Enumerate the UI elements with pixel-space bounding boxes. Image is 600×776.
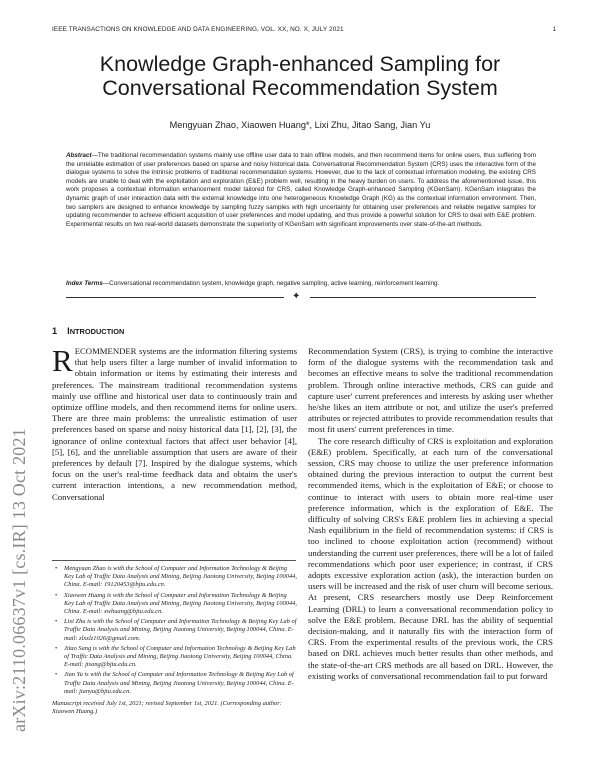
index-terms-label: Index Terms xyxy=(66,280,103,287)
separator-rule-right xyxy=(310,297,536,298)
paragraph-text: systems are the information filtering systems that help users filter a large number of invalid information to obtain information or items by estimating their interests and preferences. The mainstream traditional recommendation systems mainly use offline and historical user data to continuously train and optimize offline models, and then recommend items for online users. There are three main problems: the unrealistic estimation of user preferences based on sparse and noisy historical data [1], [2], [3], the ignorance of online contextual factors that affect user behavior [4], [5], [6], and the unreliable assumption that users are aware of their preferences by default [7]. Inspired by the dialogue systems, which focus on the user's real-time feedback data and obtains the user's current interaction intentions, a new recommendation method, Conversational xyxy=(52,346,297,502)
title-line-2: Conversational Recommendation System xyxy=(102,76,498,100)
footnote-text: Mengyuan Zhao is with the School of Computer and Information Technology & Beijing Key Lab of Traffic Data Analysis and Mining, Beijing Jiaotong University, Beijing 100044, China. E-mail: 19120453@bjtu.edu.cn. xyxy=(64,565,297,589)
bullet-icon: • xyxy=(55,671,58,679)
footnote-rule xyxy=(52,560,296,561)
footnote-text: Jitao Sang is with the School of Computer and Information Technology & Beijing Key Lab of Traffic Data Analysis and Mining, Beijing Jiaotong University, Beijing 100044, China. E-mail: jtsang@bjtu.edu.cn. xyxy=(64,644,296,669)
running-head: IEEE TRANSACTIONS ON KNOWLEDGE AND DATA ENGINEERING, VOL. XX, NO. X, JULY 2021 xyxy=(52,26,344,33)
separator-diamond-icon: ✦ xyxy=(292,291,301,302)
abstract xyxy=(66,152,536,229)
section-title-initial: I xyxy=(67,326,70,336)
body-column-left xyxy=(52,343,297,503)
manuscript-note: Manuscript received July 1st, 2021; revised September 1st, 2021. (Corresponding author: Xiaowen Huang.) xyxy=(52,700,282,716)
abstract-label: Abstract xyxy=(66,152,92,159)
bullet-icon: • xyxy=(55,565,58,572)
section-heading xyxy=(52,326,124,336)
bullet-icon: • xyxy=(55,591,58,599)
separator-rule-left xyxy=(66,297,284,298)
body-column-right xyxy=(308,346,553,682)
page-number: 1 xyxy=(552,26,556,33)
footnote-item xyxy=(52,592,297,617)
bullet-icon: • xyxy=(55,618,58,626)
title-line-1: Knowledge Graph-enhanced Sampling for xyxy=(99,52,501,76)
lead-word: ECOMMENDER xyxy=(74,346,137,356)
footnote-item xyxy=(52,565,297,590)
section-number: 1 xyxy=(52,326,58,336)
footnote-item xyxy=(52,618,297,643)
index-terms-text: —Conversational recommendation system, knowledge graph, negative sampling, active learning, reinforcement learning. xyxy=(102,280,440,287)
paper-title xyxy=(40,52,560,100)
abstract-text: —The traditional recommendation systems mainly use offline user data to train offline models, and then recommend items for online users, thus suffering from the unreliable estimation of user preferences based on sparse and noisy historical data. Conversational Recommendation System (CRS) uses the interactive form of the dialogue systems to solve the intrinsic problems of traditional recommendation systems. However, due to the lack of contextual information modeling, the existing CRS models are unable to deal with the exploitation and exploration (E&E) problem well, resulting in the heavy burden on users. To address the aforementioned issue, this work proposes a contextual information enhancement model tailored for CRS, called Knowledge Graph-enhanced Sampling (KGenSam). KGenSam integrates the dynamic graph of user interaction data with the external knowledge into one heterogeneous Knowledge Graph (KG) as the contextual information environment. Then, two samplers are designed to enhance knowledge by sampling fuzzy samples with high uncertainty for obtaining user preferences and reliable negative samples for updating recommender to achieve efficient acquisition of user preferences and model updating, and thus provide a powerful solution for CRS to deal with E&E problem. Experimental results on two real-world datasets demonstrate the superiority of KGenSam with significant improvements over state-of-the-art methods. xyxy=(66,152,536,228)
drop-cap: R xyxy=(52,343,73,378)
index-terms xyxy=(66,280,536,289)
paragraph: Recommendation System (CRS), is trying to combine the interactive form of the dialogue systems with the recommendation task and becomes an effective means to solve the traditional recommendation problem. Through online interactive methods, CRS can guide and capture user' current preferences and interests by asking user whether he/she likes an item attribute or not, and utilize the user's preferred attributes or rejected attributes to provide recommendation results that most fit users' current preferences in time. xyxy=(308,346,553,435)
arxiv-stamp: arXiv:2110.06637v1 [cs.IR] 13 Oct 2021 xyxy=(9,428,29,732)
footnote-text: Jian Yu is with the School of Computer and Information Technology & Beijing Key Lab of Traffic Data Analysis and Mining, Beijing Jiaotong University, Beijing 100044, China. E-mail: jianyu@bjtu.edu.cn. xyxy=(64,671,294,695)
author-list: Mengyuan Zhao, Xiaowen Huang*, Lixi Zhu, Jitao Sang, Jian Yu xyxy=(169,120,431,130)
section-title-rest: NTRODUCTION xyxy=(69,327,125,336)
footnote-item xyxy=(52,671,297,696)
paragraph xyxy=(52,343,297,503)
footnote-text: Xiaowen Huang is with the School of Computer and Information Technology & Beijing Key Lab of Traffic Data Analysis and Mining, Beijing Jiaotong University, Beijing 100044, China. E-mail: xwhuang@bjtu.edu.cn. xyxy=(64,591,297,616)
footnotes xyxy=(52,565,297,716)
footnote-text: Lixi Zhu is with the School of Computer and Information Technology & Beijing Key Lab of Traffic Data Analysis and Mining, Beijing Jiaotong University, Beijing 100044, China. E-mail: zlxxlz1026@gmail.com. xyxy=(64,618,297,642)
footnote-item xyxy=(52,645,297,670)
bullet-icon: • xyxy=(55,644,58,652)
paragraph: The core research difficulty of CRS is exploitation and exploration (E&E) problem. Specifically, at each turn of the conversational session, CRS may choose to utilize the user preference information obtained during the previous interaction to output the current best recommended items, which is the exploitation of E&E; or choose to continue to interact with users to obtain more real-time user preference information, which is the exploration of E&E. The difficulty of solving CRS's E&E problem lies in achieving a special Nash equilibrium in the field of recommendation systems: if CRS is too inclined to choose exploitation action (recommend) without understanding the current user preferences, there will be a lot of failed recommendations which poor user experience; in contrast, if CRS adopts excessive exploration action (ask), the interaction burden on users will be increased and the risk of user churn will become serious. At present, CRS researchers mostly use Deep Reinforcement Learning (DRL) to learn a conversational recommendation policy to solve the E&E problem. Because DRL has the ability of sequential decision-making, and it naturally fits with the interaction form of CRS. From the experimental results of the previous work, the CRS based on DRL achieves much better results than other methods, and the state-of-the-art CRS methods are all based on DRL. However, the existing works of conversational recommendation fail to put forward xyxy=(308,435,553,681)
